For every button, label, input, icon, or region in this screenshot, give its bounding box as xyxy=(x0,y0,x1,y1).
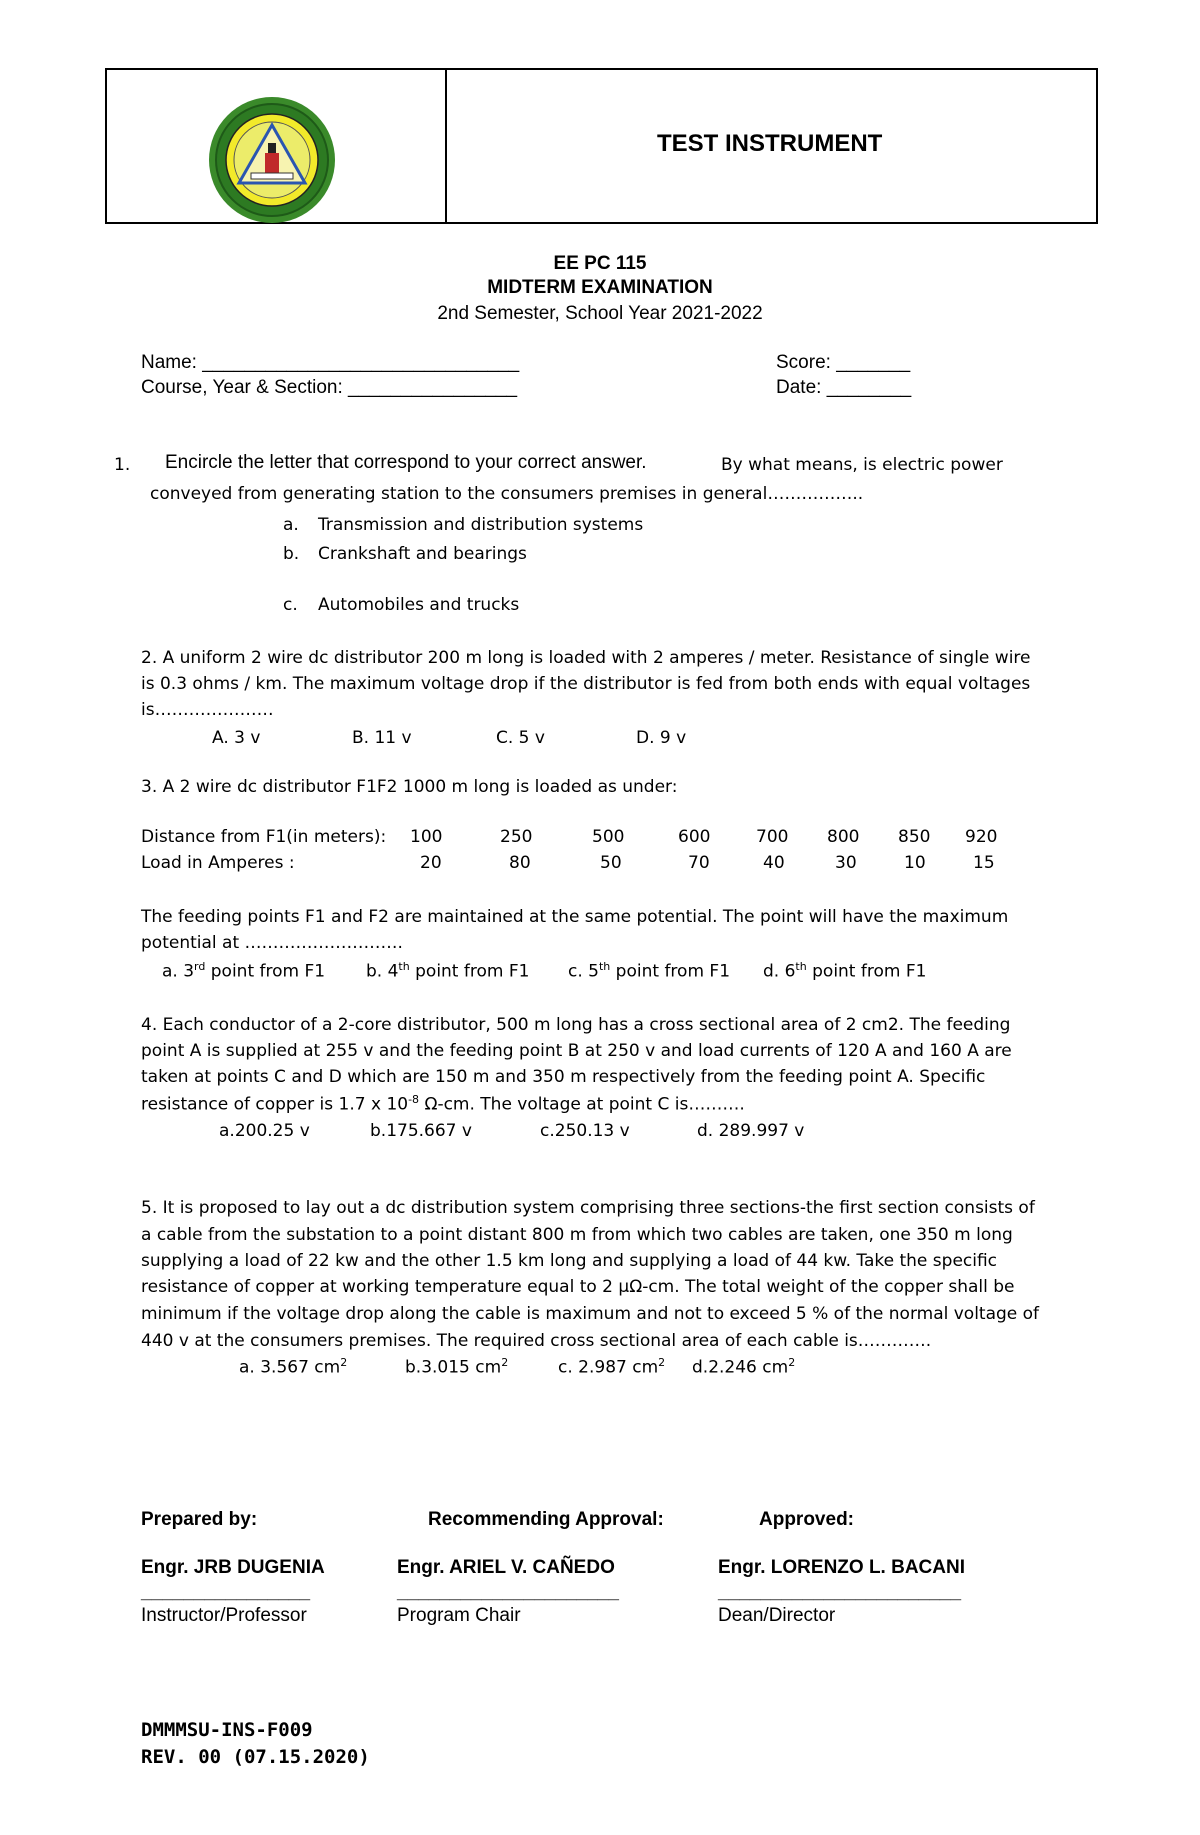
q3-distance-cell: 600 xyxy=(678,827,711,847)
semester: 2nd Semester, School Year 2021-2022 xyxy=(437,303,763,324)
q2-line1: 2. A uniform 2 wire dc distributor 200 m long is loaded with 2 amperes / meter. Resistance of single wire xyxy=(141,648,1031,668)
q3-load-cell: 70 xyxy=(688,853,710,873)
signatory-role-3: Dean/Director xyxy=(718,1605,836,1626)
q3-option-a-suffix: point from F1 xyxy=(205,961,326,982)
q5-line5: minimum if the voltage drop along the cable is maximum and not to exceed 5 % of the normal voltage of xyxy=(141,1304,1040,1324)
q3-option-c-sup: th xyxy=(598,960,611,973)
q3-option-d[interactable] xyxy=(763,960,926,982)
q3-load-cell: 10 xyxy=(904,853,926,873)
q4-line4-post: Ω-cm. The voltage at point C is………. xyxy=(419,1094,745,1115)
q4-line4-pre: resistance of copper is 1.7 x 10 xyxy=(141,1094,409,1115)
q1-option-a-text: Transmission and distribution systems xyxy=(318,515,644,535)
q3-row-label-distance: Distance from F1(in meters): xyxy=(141,827,387,847)
form-code: DMMMSU-INS-F009 xyxy=(141,1719,313,1741)
q2-line3: is………………… xyxy=(141,700,274,720)
signatory-role-1: Instructor/Professor xyxy=(141,1605,307,1626)
q3-option-a[interactable] xyxy=(162,960,325,982)
q4-option-c[interactable]: c.250.13 v xyxy=(540,1121,630,1141)
approved-label: Approved: xyxy=(759,1509,854,1530)
signature-line-3: _______________________ xyxy=(718,1582,962,1603)
recommending-approval-label: Recommending Approval: xyxy=(428,1509,664,1530)
q3-row-label-load: Load in Amperes : xyxy=(141,853,295,873)
q1-question-part1: By what means, is electric power xyxy=(721,455,1003,475)
q1-instruction: Encircle the letter that correspond to your correct answer. xyxy=(165,452,647,473)
q3-intro: 3. A 2 wire dc distributor F1F2 1000 m long is loaded as under: xyxy=(141,777,678,797)
q3-option-c-suffix: point from F1 xyxy=(610,961,731,982)
q3-distance-cell: 920 xyxy=(965,827,998,847)
q3-distance-cell: 500 xyxy=(592,827,625,847)
signatory-name-2: Engr. ARIEL V. CAÑEDO xyxy=(397,1557,615,1578)
q3-option-c-prefix: c. 5 xyxy=(568,961,599,982)
q2-option-c[interactable]: C. 5 v xyxy=(496,728,545,748)
q3-option-d-suffix: point from F1 xyxy=(806,961,927,982)
q1-option-c-text: Automobiles and trucks xyxy=(318,595,520,615)
signatory-name-1: Engr. JRB DUGENIA xyxy=(141,1557,325,1578)
q3-load-cell: 80 xyxy=(509,853,531,873)
q3-load-cell: 30 xyxy=(835,853,857,873)
q5-option-d[interactable] xyxy=(692,1356,795,1378)
course-code: EE PC 115 xyxy=(553,253,647,274)
course-year-section-field[interactable]: Course, Year & Section: ________________ xyxy=(141,377,518,398)
q5-line2: a cable from the substation to a point distant 800 m from which two cables are taken, one 350 m long xyxy=(141,1225,1013,1245)
q5-option-b-sup: 2 xyxy=(501,1356,509,1369)
header-title: TEST INSTRUMENT xyxy=(657,130,883,157)
signatory-role-2: Program Chair xyxy=(397,1605,521,1626)
q3-load-cell: 50 xyxy=(600,853,622,873)
q3-option-b[interactable] xyxy=(366,960,529,982)
signatory-name-3: Engr. LORENZO L. BACANI xyxy=(718,1557,965,1578)
q1-option-c-letter[interactable]: c. xyxy=(283,595,298,615)
score-field[interactable]: Score: _______ xyxy=(776,352,911,373)
q5-line1: 5. It is proposed to lay out a dc distribution system comprising three sections-the first section consists of xyxy=(141,1198,1035,1218)
q2-option-b[interactable]: B. 11 v xyxy=(352,728,412,748)
exam-name: MIDTERM EXAMINATION xyxy=(487,277,713,298)
q5-option-d-sup: 2 xyxy=(788,1356,796,1369)
q5-option-c-sup: 2 xyxy=(658,1356,666,1369)
q4-option-b[interactable]: b.175.667 v xyxy=(370,1121,472,1141)
q1-number: 1. xyxy=(114,455,131,475)
q2-option-a[interactable]: A. 3 v xyxy=(212,728,261,748)
q3-distance-cell: 700 xyxy=(756,827,789,847)
q4-line4 xyxy=(141,1093,745,1115)
q3-option-d-sup: th xyxy=(795,960,807,973)
university-seal-logo xyxy=(207,95,337,225)
q4-line4-sup: -8 xyxy=(408,1093,420,1106)
q3-line1: The feeding points F1 and F2 are maintained at the same potential. The point will have the maximum xyxy=(141,907,1009,927)
q3-option-d-prefix: d. 6 xyxy=(763,961,796,982)
q3-option-b-suffix: point from F1 xyxy=(409,961,530,982)
q5-line3: supplying a load of 22 kw and the other 1.5 km long and supplying a load of 44 kw. Take the specific xyxy=(141,1251,998,1271)
q3-option-a-prefix: a. 3 xyxy=(162,961,195,982)
q5-option-c-text: c. 2.987 cm xyxy=(558,1357,659,1378)
q5-option-b-text: b.3.015 cm xyxy=(405,1357,502,1378)
q1-option-b-text: Crankshaft and bearings xyxy=(318,544,527,564)
q4-line1: 4. Each conductor of a 2-core distributor, 500 m long has a cross sectional area of 2 cm2. The feeding xyxy=(141,1015,1011,1035)
q3-line2: potential at ………………………. xyxy=(141,933,403,953)
q2-option-d[interactable]: D. 9 v xyxy=(636,728,687,748)
signature-line-1: ________________ xyxy=(141,1582,311,1603)
q4-line2: point A is supplied at 255 v and the feeding point B at 250 v and load currents of 120 A and 160 A are xyxy=(141,1041,1012,1061)
q3-load-cell: 20 xyxy=(420,853,442,873)
q3-load-cell: 15 xyxy=(973,853,995,873)
header-divider xyxy=(445,70,447,222)
q3-distance-cell: 250 xyxy=(500,827,533,847)
q3-option-c[interactable] xyxy=(568,960,730,982)
q5-option-b[interactable] xyxy=(405,1356,508,1378)
q4-option-a[interactable]: a.200.25 v xyxy=(219,1121,310,1141)
q3-distance-cell: 100 xyxy=(410,827,443,847)
form-revision: REV. 00 (07.15.2020) xyxy=(141,1746,370,1768)
q3-distance-cell: 850 xyxy=(898,827,931,847)
q5-line6: 440 v at the consumers premises. The required cross sectional area of each cable is…………. xyxy=(141,1331,932,1351)
q5-option-a[interactable] xyxy=(239,1356,347,1378)
name-field[interactable]: Name: ______________________________ xyxy=(141,352,520,373)
q3-option-a-sup: rd xyxy=(194,960,206,973)
q5-option-c[interactable] xyxy=(558,1356,665,1378)
q4-line3: taken at points C and D which are 150 m and 350 m respectively from the feeding point A. Specific xyxy=(141,1067,986,1087)
q3-option-b-prefix: b. 4 xyxy=(366,961,399,982)
signature-line-2: _____________________ xyxy=(397,1582,619,1603)
q5-option-a-sup: 2 xyxy=(340,1356,348,1369)
date-field[interactable]: Date: ________ xyxy=(776,377,912,398)
q3-option-b-sup: th xyxy=(398,960,410,973)
q2-line2: is 0.3 ohms / km. The maximum voltage drop if the distributor is fed from both ends with equal voltages xyxy=(141,674,1031,694)
q4-option-d[interactable]: d. 289.997 v xyxy=(697,1121,805,1141)
q3-distance-cell: 800 xyxy=(827,827,860,847)
q5-option-a-text: a. 3.567 cm xyxy=(239,1357,341,1378)
q5-option-d-text: d.2.246 cm xyxy=(692,1357,789,1378)
prepared-by-label: Prepared by: xyxy=(141,1509,258,1530)
q1-option-a-letter[interactable]: a. xyxy=(283,515,299,535)
q5-line4: resistance of copper at working temperature equal to 2 µΩ-cm. The total weight of the copper shall be xyxy=(141,1277,1015,1297)
q3-load-cell: 40 xyxy=(763,853,785,873)
q1-question-part2: conveyed from generating station to the consumers premises in general…………….. xyxy=(150,484,864,504)
header-box xyxy=(105,68,1098,224)
q1-option-b-letter[interactable]: b. xyxy=(283,544,300,564)
